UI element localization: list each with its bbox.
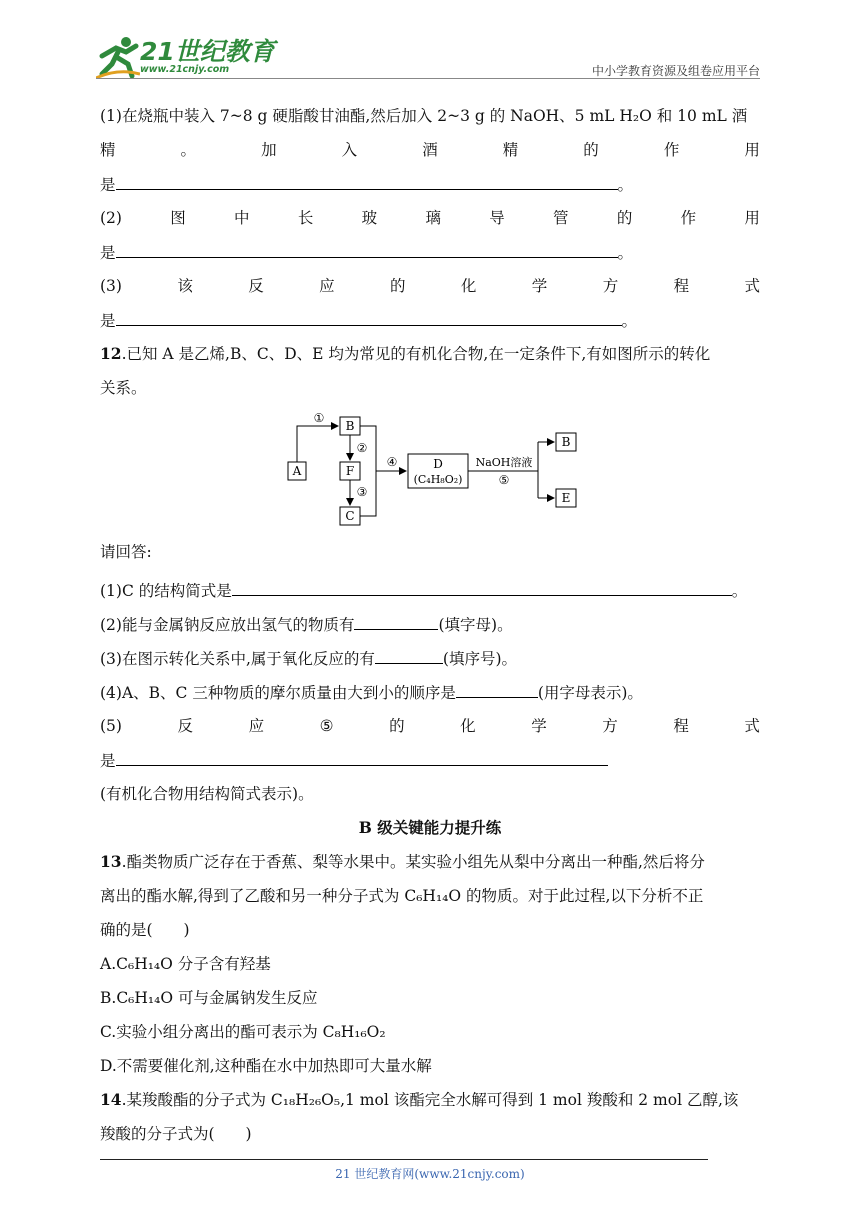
q11-part2-line2: 是 。: [100, 240, 760, 264]
q11-part1-line3: 是 。: [100, 172, 760, 196]
reagent-label: NaOH溶液: [475, 456, 533, 469]
q13-option-c[interactable]: C.实验小组分离出的酯可表示为 C₈H₁₆O₂: [100, 1023, 386, 1041]
label-D-formula: (C₄H₈O₂): [413, 473, 463, 486]
q12-sub5-line2: 是: [100, 748, 760, 772]
page-header: [96, 30, 760, 80]
q12-stem-line2: 关系。: [100, 379, 147, 397]
answer-blank[interactable]: [232, 578, 732, 596]
q14-line1: 14.某羧酸酯的分子式为 C₁₈H₂₆O₅,1 mol 该酯完全水解可得到 1 mol 羧酸和 2 mol 乙醇,该: [100, 1090, 739, 1109]
answer-blank[interactable]: [354, 612, 438, 630]
bracket-B-C: [360, 426, 376, 516]
answer-blank[interactable]: [116, 240, 618, 258]
answer-blank[interactable]: [116, 748, 608, 766]
reaction-diagram: [284, 410, 580, 534]
answer-blank[interactable]: [375, 646, 443, 664]
footer-divider: [100, 1159, 708, 1160]
step-2-label: ②: [356, 441, 368, 455]
q11-part1-line2: 精 。 加 入 酒 精 的 作 用: [100, 141, 760, 159]
q14-line2: 羧酸的分子式为( ): [100, 1125, 252, 1143]
q12-stem-line1: 12.已知 A 是乙烯,B、C、D、E 均为常见的有机化合物,在一定条件下,有如图所示的转化: [100, 344, 711, 363]
q12-prompt: 请回答:: [100, 543, 152, 561]
answer-blank[interactable]: [456, 680, 538, 698]
q12-sub2: (2)能与金属钠反应放出氢气的物质有 (填字母)。: [100, 612, 760, 636]
site-logo: [96, 30, 275, 80]
q13-line3: 确的是( ): [100, 921, 190, 939]
q12-sub5-line1: (5) 反 应 ⑤ 的 化 学 方 程 式: [100, 717, 760, 735]
runner-logo-icon: [96, 34, 140, 78]
label-C: C: [345, 509, 355, 523]
q12-sub3: (3)在图示转化关系中,属于氧化反应的有 (填序号)。: [100, 646, 760, 670]
label-E: E: [561, 491, 571, 505]
q11-part3-line2: 是 。: [100, 308, 760, 332]
q12-sub1: (1)C 的结构简式是 。: [100, 578, 760, 602]
q11-part2-line1: (2) 图 中 长 玻 璃 导 管 的 作 用: [100, 209, 760, 227]
logo-text: 21世纪教育: [140, 37, 275, 66]
step-3-label: ③: [356, 485, 368, 499]
page-footer[interactable]: 21 世纪教育网(www.21cnjy.com): [335, 1167, 525, 1181]
label-F: F: [345, 464, 355, 478]
label-D: D: [433, 457, 443, 471]
q13-option-d[interactable]: D.不需要催化剂,这种酯在水中加热即可大量水解: [100, 1057, 432, 1075]
label-B: B: [345, 419, 355, 433]
header-divider: [96, 78, 760, 79]
step-5-label: ⑤: [498, 473, 510, 487]
q13-option-b[interactable]: B.C₆H₁₄O 可与金属钠发生反应: [100, 989, 318, 1007]
label-B-product: B: [561, 435, 571, 449]
answer-blank[interactable]: [116, 308, 622, 326]
q11-part3-line1: (3) 该 反 应 的 化 学 方 程 式: [100, 277, 760, 295]
arrow-A-B: [297, 426, 338, 462]
q11-part1-line1: (1)在烧瓶中装入 7~8 g 硬脂酸甘油酯,然后加入 2~3 g 的 NaOH、5 mL H₂O 和 10 mL 酒: [100, 107, 748, 125]
answer-blank[interactable]: [116, 172, 618, 190]
q13-option-a[interactable]: A.C₆H₁₄O 分子含有羟基: [100, 955, 271, 973]
q12-sub4: (4)A、B、C 三种物质的摩尔质量由大到小的顺序是 (用字母表示)。: [100, 680, 760, 704]
q13-line2: 离出的酯水解,得到了乙酸和另一种分子式为 C₆H₁₄O 的物质。对于此过程,以下分析不正: [100, 887, 704, 905]
step-4-label: ④: [386, 455, 398, 469]
label-A: A: [292, 464, 302, 478]
section-b-heading: B 级关键能力提升练: [358, 818, 502, 837]
logo-url: www.21cnjy.com: [140, 64, 230, 75]
step-1-label: ①: [313, 411, 325, 425]
q13-line1: 13.酯类物质广泛存在于香蕉、梨等水果中。某实验小组先从梨中分离出一种酯,然后将分: [100, 852, 705, 871]
platform-name: 中小学教育资源及组卷应用平台: [591, 64, 760, 78]
q12-sub5-note: (有机化合物用结构简式表示)。: [100, 785, 314, 803]
